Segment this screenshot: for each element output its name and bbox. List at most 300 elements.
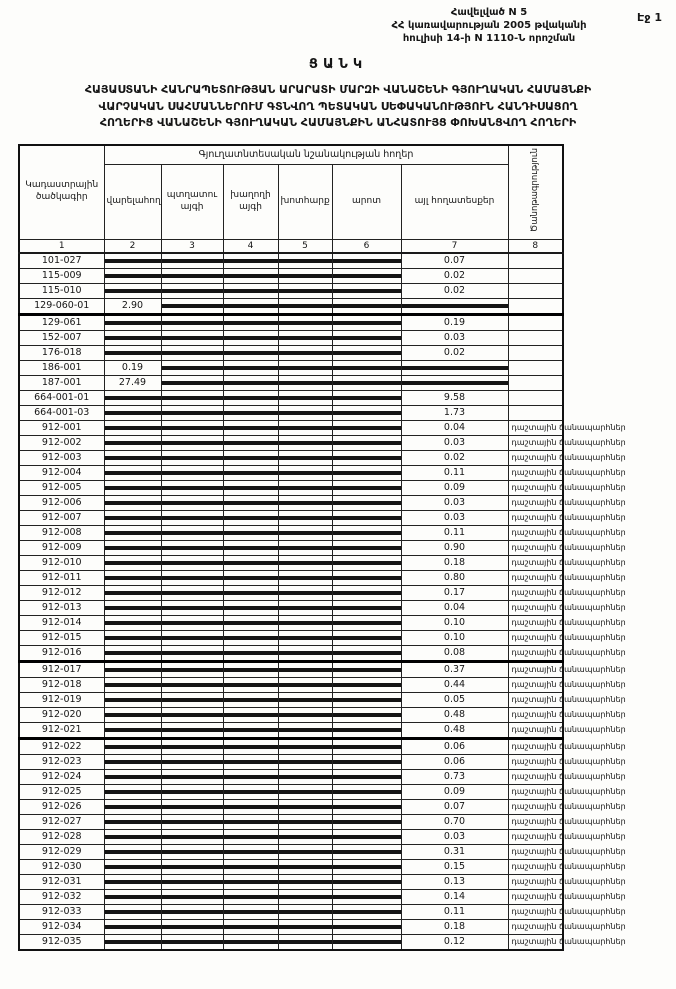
- pasture-value-cell: [332, 555, 401, 570]
- cadastral-code-cell: 101-027: [19, 253, 104, 269]
- other-lands-value-cell: 0.48: [401, 707, 508, 722]
- table-row: [19, 615, 563, 630]
- other-lands-value-cell: 0.09: [401, 784, 508, 799]
- hayfield-value-cell: [278, 540, 332, 555]
- table-row: [19, 510, 563, 525]
- other-lands-value-cell: 0.15: [401, 859, 508, 874]
- orchard-value-cell: [161, 754, 223, 769]
- other-lands-value-cell: 0.70: [401, 814, 508, 829]
- arable-value-cell: [104, 859, 161, 874]
- orchard-value-cell: [161, 253, 223, 269]
- table-row: [19, 420, 563, 435]
- note-cell: դաշտային ճանապարհներ: [508, 904, 563, 919]
- note-cell: դաշտային ճանապարհներ: [508, 874, 563, 889]
- arable-value-cell: [104, 390, 161, 405]
- note-cell: դաշտային ճանապարհներ: [508, 859, 563, 874]
- vineyard-value-cell: [223, 829, 278, 844]
- arable-value-cell: [104, 829, 161, 844]
- vineyard-value-cell: [223, 253, 278, 269]
- note-cell: [508, 253, 563, 269]
- column-header-pasture: արոտ: [332, 164, 401, 239]
- other-lands-value-cell: 1.73: [401, 405, 508, 420]
- table-row: [19, 645, 563, 661]
- column-numbers-row: [19, 239, 563, 253]
- hayfield-value-cell: [278, 345, 332, 360]
- arable-value-cell: [104, 738, 161, 754]
- arable-value-cell: [104, 615, 161, 630]
- hayfield-value-cell: [278, 420, 332, 435]
- arable-value-cell: [104, 934, 161, 950]
- pasture-value-cell: [332, 738, 401, 754]
- annex-line-3: հուլիսի 14-ի N 1110-Ն որոշման: [402, 33, 576, 44]
- hayfield-value-cell: [278, 814, 332, 829]
- table-row: [19, 754, 563, 769]
- pasture-value-cell: [332, 829, 401, 844]
- other-lands-value-cell: 0.06: [401, 738, 508, 754]
- orchard-value-cell: [161, 919, 223, 934]
- cadastral-code-cell: 912-024: [19, 769, 104, 784]
- cadastral-code-cell: 912-025: [19, 784, 104, 799]
- pasture-value-cell: [332, 844, 401, 859]
- arable-value-cell: [104, 784, 161, 799]
- vineyard-value-cell: [223, 298, 278, 314]
- note-cell: դաշտային ճանապարհներ: [508, 769, 563, 784]
- other-lands-value-cell: 0.03: [401, 330, 508, 345]
- note-cell: դաշտային ճանապարհներ: [508, 844, 563, 859]
- vineyard-value-cell: [223, 919, 278, 934]
- note-cell: դաշտային ճանապարհներ: [508, 692, 563, 707]
- orchard-value-cell: [161, 645, 223, 661]
- orchard-value-cell: [161, 268, 223, 283]
- note-cell: դաշտային ճանապարհներ: [508, 677, 563, 692]
- other-lands-value-cell: 0.31: [401, 844, 508, 859]
- hayfield-value-cell: [278, 859, 332, 874]
- vineyard-value-cell: [223, 283, 278, 298]
- table-row: [19, 268, 563, 283]
- cadastral-code-cell: 912-033: [19, 904, 104, 919]
- other-lands-value-cell: 0.14: [401, 889, 508, 904]
- cadastral-code-cell: 912-019: [19, 692, 104, 707]
- orchard-value-cell: [161, 450, 223, 465]
- pasture-value-cell: [332, 298, 401, 314]
- orchard-value-cell: [161, 722, 223, 738]
- cadastral-code-cell: 912-029: [19, 844, 104, 859]
- orchard-value-cell: [161, 889, 223, 904]
- vineyard-value-cell: [223, 799, 278, 814]
- cadastral-code-cell: 912-003: [19, 450, 104, 465]
- note-cell: [508, 375, 563, 390]
- orchard-value-cell: [161, 390, 223, 405]
- orchard-value-cell: [161, 630, 223, 645]
- vineyard-value-cell: [223, 510, 278, 525]
- pasture-value-cell: [332, 495, 401, 510]
- other-lands-value-cell: 0.80: [401, 570, 508, 585]
- column-header-note: [508, 145, 563, 240]
- table-row: [19, 814, 563, 829]
- vineyard-value-cell: [223, 934, 278, 950]
- arable-value-cell: [104, 570, 161, 585]
- cadastral-code-cell: 912-002: [19, 435, 104, 450]
- pasture-value-cell: [332, 585, 401, 600]
- arable-value-cell: 2.90: [104, 298, 161, 314]
- arable-value-cell: [104, 769, 161, 784]
- hayfield-value-cell: [278, 645, 332, 661]
- hayfield-value-cell: [278, 253, 332, 269]
- other-lands-value-cell: 0.08: [401, 645, 508, 661]
- orchard-value-cell: [161, 435, 223, 450]
- pasture-value-cell: [332, 784, 401, 799]
- vineyard-value-cell: [223, 585, 278, 600]
- other-lands-value-cell: 0.10: [401, 615, 508, 630]
- cadastral-code-cell: 912-032: [19, 889, 104, 904]
- vineyard-value-cell: [223, 692, 278, 707]
- other-lands-value-cell: 0.90: [401, 540, 508, 555]
- arable-value-cell: [104, 525, 161, 540]
- hayfield-value-cell: [278, 722, 332, 738]
- orchard-value-cell: [161, 799, 223, 814]
- pasture-value-cell: [332, 615, 401, 630]
- hayfield-value-cell: [278, 692, 332, 707]
- cadastral-code-cell: 187-001: [19, 375, 104, 390]
- table-row: [19, 450, 563, 465]
- note-cell: դաշտային ճանապարհներ: [508, 420, 563, 435]
- vineyard-value-cell: [223, 904, 278, 919]
- hayfield-value-cell: [278, 919, 332, 934]
- vineyard-value-cell: [223, 540, 278, 555]
- note-cell: դաշտային ճանապարհներ: [508, 570, 563, 585]
- arable-value-cell: [104, 661, 161, 677]
- vineyard-value-cell: [223, 645, 278, 661]
- vineyard-value-cell: [223, 465, 278, 480]
- note-cell: [508, 268, 563, 283]
- vineyard-value-cell: [223, 268, 278, 283]
- pasture-value-cell: [332, 540, 401, 555]
- column-number-2: 2: [104, 239, 161, 253]
- other-lands-value-cell: 0.37: [401, 661, 508, 677]
- orchard-value-cell: [161, 829, 223, 844]
- arable-value-cell: [104, 722, 161, 738]
- table-row: [19, 738, 563, 754]
- orchard-value-cell: [161, 859, 223, 874]
- orchard-value-cell: [161, 298, 223, 314]
- other-lands-value-cell: 9.58: [401, 390, 508, 405]
- arable-value-cell: [104, 555, 161, 570]
- table-row: [19, 919, 563, 934]
- title-line-3: ՀՈՂԵՐԻՑ ՎԱՆԱՇԵՆԻ ԳՅՈՒՂԱԿԱՆ ՀԱՄԱՅՆՔԻՆ ԱՆՀԱՏՈՒՅՑ ՓՈԽԱՆՑՎՈՂ ՀՈՂԵՐԻ: [99, 116, 577, 129]
- arable-value-cell: [104, 600, 161, 615]
- arable-value-cell: [104, 253, 161, 269]
- other-lands-value-cell: 0.02: [401, 283, 508, 298]
- other-lands-value-cell: 0.03: [401, 510, 508, 525]
- note-cell: դաշտային ճանապարհներ: [508, 630, 563, 645]
- cadastral-code-cell: 912-005: [19, 480, 104, 495]
- table-row: [19, 889, 563, 904]
- orchard-value-cell: [161, 904, 223, 919]
- table-row: [19, 799, 563, 814]
- note-cell: [508, 314, 563, 330]
- note-cell: դաշտային ճանապարհներ: [508, 480, 563, 495]
- orchard-value-cell: [161, 934, 223, 950]
- other-lands-value-cell: 0.18: [401, 919, 508, 934]
- pasture-value-cell: [332, 904, 401, 919]
- note-cell: [508, 298, 563, 314]
- note-cell: դաշտային ճանապարհներ: [508, 661, 563, 677]
- cadastral-code-cell: 912-021: [19, 722, 104, 738]
- table-row: [19, 283, 563, 298]
- arable-value-cell: 27.49: [104, 375, 161, 390]
- hayfield-value-cell: [278, 390, 332, 405]
- note-cell: [508, 405, 563, 420]
- cadastral-code-cell: 912-015: [19, 630, 104, 645]
- arable-value-cell: [104, 677, 161, 692]
- annex-line-1: Հավելված N 5: [450, 7, 528, 18]
- pasture-value-cell: [332, 405, 401, 420]
- arable-value-cell: [104, 345, 161, 360]
- pasture-value-cell: [332, 754, 401, 769]
- vineyard-value-cell: [223, 405, 278, 420]
- land-transfer-table: [18, 144, 626, 951]
- note-cell: [508, 390, 563, 405]
- other-lands-value-cell: 0.11: [401, 465, 508, 480]
- hayfield-value-cell: [278, 934, 332, 950]
- pasture-value-cell: [332, 769, 401, 784]
- pasture-value-cell: [332, 465, 401, 480]
- column-number-3: 3: [161, 239, 223, 253]
- arable-value-cell: [104, 630, 161, 645]
- vineyard-value-cell: [223, 570, 278, 585]
- vineyard-value-cell: [223, 859, 278, 874]
- column-header-vineyard: խաղողի այգի: [223, 164, 278, 239]
- hayfield-value-cell: [278, 615, 332, 630]
- hayfield-value-cell: [278, 555, 332, 570]
- hayfield-value-cell: [278, 525, 332, 540]
- other-lands-value-cell: 0.12: [401, 934, 508, 950]
- note-cell: դաշտային ճանապարհներ: [508, 829, 563, 844]
- other-lands-value-cell: 0.03: [401, 495, 508, 510]
- vineyard-value-cell: [223, 600, 278, 615]
- column-header-other-lands: այլ հողատեսքեր: [401, 164, 508, 239]
- vineyard-value-cell: [223, 630, 278, 645]
- arable-value-cell: [104, 268, 161, 283]
- hayfield-value-cell: [278, 510, 332, 525]
- other-lands-value-cell: 0.07: [401, 253, 508, 269]
- cadastral-code-cell: 912-035: [19, 934, 104, 950]
- vineyard-value-cell: [223, 435, 278, 450]
- table-row: [19, 934, 563, 950]
- note-cell: [508, 360, 563, 375]
- cadastral-code-cell: 912-004: [19, 465, 104, 480]
- column-number-4: 4: [223, 239, 278, 253]
- note-cell: դաշտային ճանապարհներ: [508, 707, 563, 722]
- arable-value-cell: [104, 495, 161, 510]
- other-lands-value-cell: 0.09: [401, 480, 508, 495]
- table-row: [19, 769, 563, 784]
- hayfield-value-cell: [278, 677, 332, 692]
- other-lands-value-cell: 0.44: [401, 677, 508, 692]
- cadastral-code-cell: 912-034: [19, 919, 104, 934]
- hayfield-value-cell: [278, 435, 332, 450]
- cadastral-code-cell: 664-001-01: [19, 390, 104, 405]
- cadastral-code-cell: 912-008: [19, 525, 104, 540]
- orchard-value-cell: [161, 420, 223, 435]
- table-row: [19, 345, 563, 360]
- orchard-value-cell: [161, 874, 223, 889]
- orchard-value-cell: [161, 345, 223, 360]
- orchard-value-cell: [161, 615, 223, 630]
- column-number-6: 6: [332, 239, 401, 253]
- other-lands-value-cell: 0.03: [401, 435, 508, 450]
- pasture-value-cell: [332, 314, 401, 330]
- vineyard-value-cell: [223, 360, 278, 375]
- table-row: [19, 360, 563, 375]
- pasture-value-cell: [332, 480, 401, 495]
- other-lands-value-cell: 0.13: [401, 874, 508, 889]
- annex-reference: [354, 6, 624, 45]
- table-row: [19, 722, 563, 738]
- cadastral-code-cell: 912-022: [19, 738, 104, 754]
- table-row: [19, 585, 563, 600]
- other-lands-value-cell: [401, 375, 508, 390]
- hayfield-value-cell: [278, 450, 332, 465]
- orchard-value-cell: [161, 707, 223, 722]
- vineyard-value-cell: [223, 707, 278, 722]
- cadastral-code-cell: 912-001: [19, 420, 104, 435]
- pasture-value-cell: [332, 600, 401, 615]
- orchard-value-cell: [161, 677, 223, 692]
- cadastral-code-cell: 912-020: [19, 707, 104, 722]
- table-row: [19, 375, 563, 390]
- title-line-2: ՎԱՐՉԱԿԱՆ ՍԱՀՄԱՆՆԵՐՈՒՄ ԳՏՆՎՈՂ ՊԵՏԱԿԱՆ ՍԵՓԱԿԱՆՈՒԹՅՈՒՆ ՀԱՆԴԻՍԱՑՈՂ: [98, 99, 578, 113]
- table-row: [19, 784, 563, 799]
- column-header-agricultural-group: Գյուղատնտեսական նշանակության հողեր: [104, 145, 508, 165]
- pasture-value-cell: [332, 859, 401, 874]
- hayfield-value-cell: [278, 889, 332, 904]
- table-row: [19, 298, 563, 314]
- pasture-value-cell: [332, 799, 401, 814]
- other-lands-value-cell: 0.73: [401, 769, 508, 784]
- arable-value-cell: [104, 314, 161, 330]
- table-row: [19, 570, 563, 585]
- annex-line-2: ՀՀ կառավարության 2005 թվականի: [391, 20, 587, 31]
- orchard-value-cell: [161, 661, 223, 677]
- table-row: [19, 480, 563, 495]
- orchard-value-cell: [161, 465, 223, 480]
- pasture-value-cell: [332, 889, 401, 904]
- vineyard-value-cell: [223, 390, 278, 405]
- note-cell: դաշտային ճանապարհներ: [508, 615, 563, 630]
- table-row: [19, 495, 563, 510]
- orchard-value-cell: [161, 283, 223, 298]
- hayfield-value-cell: [278, 769, 332, 784]
- table-row: [19, 859, 563, 874]
- orchard-value-cell: [161, 738, 223, 754]
- other-lands-value-cell: 0.02: [401, 450, 508, 465]
- hayfield-value-cell: [278, 661, 332, 677]
- orchard-value-cell: [161, 330, 223, 345]
- other-lands-value-cell: 0.10: [401, 630, 508, 645]
- hayfield-value-cell: [278, 874, 332, 889]
- arable-value-cell: [104, 540, 161, 555]
- hayfield-value-cell: [278, 330, 332, 345]
- pasture-value-cell: [332, 707, 401, 722]
- note-cell: [508, 283, 563, 298]
- arable-value-cell: [104, 283, 161, 298]
- table-row: [19, 555, 563, 570]
- cadastral-code-cell: 176-018: [19, 345, 104, 360]
- hayfield-value-cell: [278, 570, 332, 585]
- hayfield-value-cell: [278, 268, 332, 283]
- column-header-arable: վարելահող: [104, 164, 161, 239]
- note-cell: դաշտային ճանապարհներ: [508, 754, 563, 769]
- table-row: [19, 692, 563, 707]
- vineyard-value-cell: [223, 420, 278, 435]
- other-lands-value-cell: 0.17: [401, 585, 508, 600]
- cadastral-code-cell: 912-023: [19, 754, 104, 769]
- cadastral-code-cell: 115-010: [19, 283, 104, 298]
- vineyard-value-cell: [223, 874, 278, 889]
- table-row: [19, 630, 563, 645]
- column-number-1: 1: [19, 239, 104, 253]
- note-cell: դաշտային ճանապարհներ: [508, 465, 563, 480]
- other-lands-value-cell: 0.06: [401, 754, 508, 769]
- arable-value-cell: [104, 874, 161, 889]
- cadastral-code-cell: 912-011: [19, 570, 104, 585]
- column-number-8: 8: [508, 239, 563, 253]
- hayfield-value-cell: [278, 707, 332, 722]
- hayfield-value-cell: [278, 465, 332, 480]
- cadastral-code-cell: 152-007: [19, 330, 104, 345]
- hayfield-value-cell: [278, 829, 332, 844]
- pasture-value-cell: [332, 420, 401, 435]
- hayfield-value-cell: [278, 360, 332, 375]
- orchard-value-cell: [161, 540, 223, 555]
- other-lands-value-cell: 0.11: [401, 904, 508, 919]
- orchard-value-cell: [161, 405, 223, 420]
- note-cell: դաշտային ճանապարհներ: [508, 555, 563, 570]
- other-lands-value-cell: 0.04: [401, 600, 508, 615]
- pasture-value-cell: [332, 874, 401, 889]
- orchard-value-cell: [161, 784, 223, 799]
- vineyard-value-cell: [223, 738, 278, 754]
- cadastral-code-cell: 912-017: [19, 661, 104, 677]
- arable-value-cell: [104, 420, 161, 435]
- pasture-value-cell: [332, 919, 401, 934]
- orchard-value-cell: [161, 585, 223, 600]
- orchard-value-cell: [161, 570, 223, 585]
- note-cell: դաշտային ճանապարհներ: [508, 525, 563, 540]
- table-row: [19, 677, 563, 692]
- cadastral-code-cell: 912-016: [19, 645, 104, 661]
- pasture-value-cell: [332, 268, 401, 283]
- document-title: [0, 82, 676, 132]
- pasture-value-cell: [332, 814, 401, 829]
- hayfield-value-cell: [278, 754, 332, 769]
- table-row: [19, 600, 563, 615]
- cadastral-code-cell: 912-006: [19, 495, 104, 510]
- column-header-hayfield: խոտհարք: [278, 164, 332, 239]
- table-row: [19, 314, 563, 330]
- vineyard-value-cell: [223, 450, 278, 465]
- note-cell: դաշտային ճանապարհներ: [508, 540, 563, 555]
- orchard-value-cell: [161, 314, 223, 330]
- arable-value-cell: [104, 405, 161, 420]
- vineyard-value-cell: [223, 814, 278, 829]
- pasture-value-cell: [332, 375, 401, 390]
- note-cell: դաշտային ճանապարհներ: [508, 435, 563, 450]
- note-cell: դաշտային ճանապարհներ: [508, 585, 563, 600]
- cadastral-code-cell: 912-010: [19, 555, 104, 570]
- table-body: [19, 253, 626, 950]
